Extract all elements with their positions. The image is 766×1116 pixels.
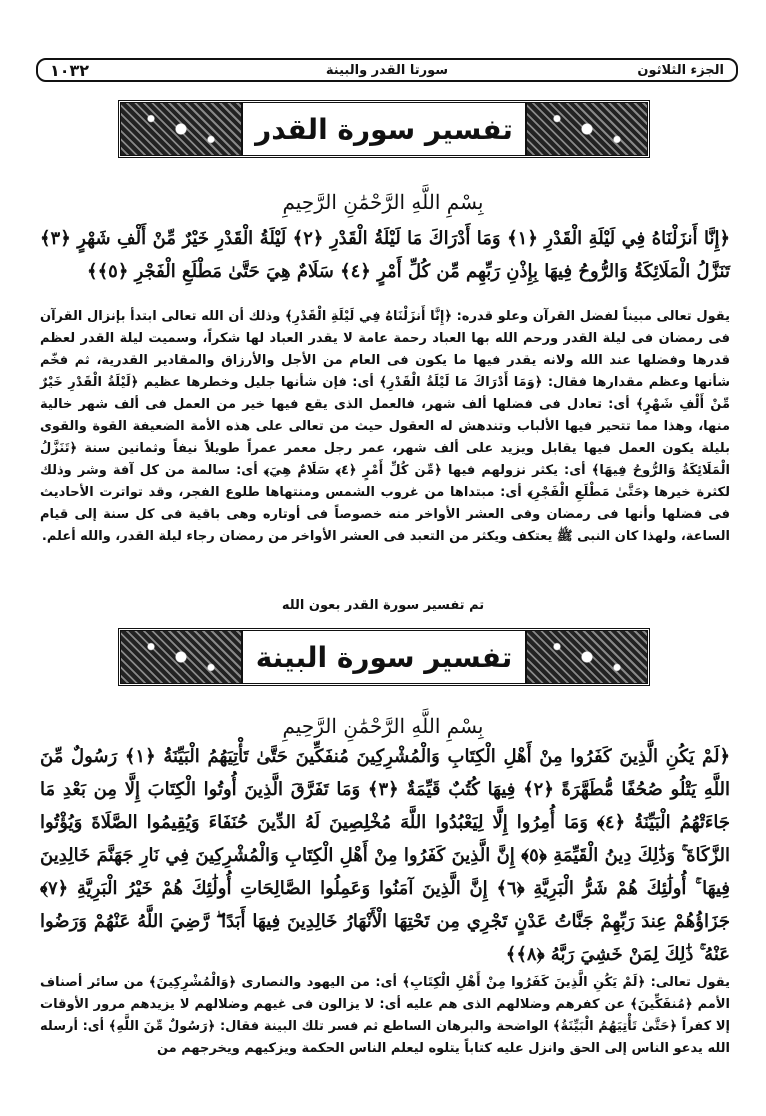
- ayat-block: ﴿إِنَّا أَنزَلْنَاهُ فِي لَيْلَةِ الْقَدْرِ ﴿١﴾ وَمَا أَدْرَاكَ مَا لَيْلَةُ الْقَدْرِ ﴿٢﴾ لَيْلَةُ الْقَدْرِ خَيْرٌ مِّنْ أَلْفِ شَهْرٍ ﴿٣﴾ تَنَزَّلُ الْمَلَائِكَةُ وَالرُّوحُ فِيهَا بِإِذْنِ رَبِّهِم مِّن كُلِّ أَمْرٍ ﴿٤﴾ سَلَامٌ هِيَ حَتَّىٰ مَطْلَعِ الْفَجْرِ ﴿٥﴾﴾: [40, 228, 730, 282]
- ornament-icon: [527, 103, 647, 155]
- end-note: تم تفسير سورة القدر بعون الله: [281, 598, 485, 613]
- basmala: بِسْمِ اللَّهِ الرَّحْمَٰنِ الرَّحِيمِ: [282, 714, 484, 738]
- surah-banner-bayyina: [118, 628, 650, 686]
- running-header: [36, 58, 738, 82]
- surah-names: سورتا القدر والبينة: [325, 62, 449, 78]
- surah-banner-qadr: [118, 100, 650, 158]
- tafsir-text: يقول تعالى مبيناً لفضل القرآن وعلو قدره: ﴿إِنَّا أَنزَلْنَاهُ فِي لَيْلَةِ الْقَدْرِ﴾ وذلك أن الله تعالى ابتدأ بإنزال القرآن فى رمضان فى ليلة القدر ورحم الله بها العباد رحمة عامة لا يقدر العباد لها شكراً، وسميت ليلة القدر لعظم قدرها وفضلها عند الله ولانه يقدر فيها ما يكون فى العام من الأجل والأرزاق والمقادير القدرية، ثم فخّم شأنها وعظم مقدارها فقال: ﴿وَمَا أَدْرَاكَ مَا لَيْلَةُ الْقَدْرِ﴾ أى: فإن شأنها جليل وخطرها عظيم ﴿لَيْلَةُ الْقَدْرِ خَيْرٌ مِّنْ أَلْفِ شَهْرٍ﴾ أى: تعادل فى فضلها ألف شهر، فالعمل الذى يقع فيها خير من العمل فى ألف شهر خالية منها، وهذا مما تتحير فيها الألباب وتندهش له العقول حيث من تعالى على هذه الأمة الضعيفة القوة والقوى بليلة يكون العمل فيها يقابل ويزيد على ألف شهر، عمر رجل معمر عمراً طويلاً نيفاً وثمانين سنة ﴿تَنَزَّلُ الْمَلَائِكَةُ وَالرُّوحُ فِيهَا﴾ أى: يكثر نزولهم فيها ﴿مِّن كُلِّ أَمْرٍ ﴿٤﴾ سَلَامٌ هِيَ﴾ أى: سالمة من كل آفة وشر وذلك لكثرة خيرها ﴿حَتَّىٰ مَطْلَعِ الْفَجْرِ﴾ أى: مبتداها من غروب الشمس ومنتهاها طلوع الفجر، وقد تواترت الأحاديث فى فضلها وأنها فى رمضان وفى العشر الأواخر منه خصوصاً فى أوتاره وهى باقية فى كل سنة إلى قيام الساعة، ولهذا كان النبى ﷺ يعتكف ويكثر من التعبد فى العشر الأواخر من رمضان رجاء ليلة القدر، والله أعلم.: [40, 309, 730, 544]
- ornament-icon: [527, 631, 647, 683]
- ornament-icon: [121, 631, 241, 683]
- surah-title: تفسير سورة القدر: [241, 103, 527, 155]
- page-number: ١٠٣٢: [50, 60, 90, 80]
- ornament-icon: [121, 103, 241, 155]
- juz-label: الجزء الثلاثون: [637, 62, 724, 78]
- surah-title: تفسير سورة البينة: [241, 631, 527, 683]
- ayat-block: ﴿لَمْ يَكُنِ الَّذِينَ كَفَرُوا مِنْ أَهْلِ الْكِتَابِ وَالْمُشْرِكِينَ مُنفَكِّينَ حَتَّىٰ تَأْتِيَهُمُ الْبَيِّنَةُ ﴿١﴾ رَسُولٌ مِّنَ اللَّهِ يَتْلُو صُحُفًا مُّطَهَّرَةً ﴿٢﴾ فِيهَا كُتُبٌ قَيِّمَةٌ ﴿٣﴾ وَمَا تَفَرَّقَ الَّذِينَ أُوتُوا الْكِتَابَ إِلَّا مِن بَعْدِ مَا جَاءَتْهُمُ الْبَيِّنَةُ ﴿٤﴾ وَمَا أُمِرُوا إِلَّا لِيَعْبُدُوا اللَّهَ مُخْلِصِينَ لَهُ الدِّينَ حُنَفَاءَ وَيُقِيمُوا الصَّلَاةَ وَيُؤْتُوا الزَّكَاةَ ۚ وَذَٰلِكَ دِينُ الْقَيِّمَةِ ﴿٥﴾ إِنَّ الَّذِينَ كَفَرُوا مِنْ أَهْلِ الْكِتَابِ وَالْمُشْرِكِينَ فِي نَارِ جَهَنَّمَ خَالِدِينَ فِيهَا ۚ أُولَٰئِكَ هُمْ شَرُّ الْبَرِيَّةِ ﴿٦﴾ إِنَّ الَّذِينَ آمَنُوا وَعَمِلُوا الصَّالِحَاتِ أُولَٰئِكَ هُمْ خَيْرُ الْبَرِيَّةِ ﴿٧﴾ جَزَاؤُهُمْ عِندَ رَبِّهِمْ جَنَّاتُ عَدْنٍ تَجْرِي مِن تَحْتِهَا الْأَنْهَارُ خَالِدِينَ فِيهَا أَبَدًا ۖ رَّضِيَ اللَّهُ عَنْهُمْ وَرَضُوا عَنْهُ ۚ ذَٰلِكَ لِمَنْ خَشِيَ رَبَّهُ ﴿٨﴾﴾: [40, 746, 731, 965]
- tafsir-text: يقول تعالى: ﴿لَمْ يَكُنِ الَّذِينَ كَفَرُوا مِنْ أَهْلِ الْكِتَابِ﴾ أى: من اليهود والنصارى ﴿وَالْمُشْرِكِينَ﴾ من سائر أصناف الأمم ﴿مُنفَكِّينَ﴾ عن كفرهم وضلالهم الذى هم عليه أى: لا يزالون فى غيهم وضلالهم لا يزيدهم مرور الأوقات إلا كفراً ﴿حَتَّىٰ تَأْتِيَهُمُ الْبَيِّنَةُ﴾ الواضحة والبرهان الساطع ثم فسر تلك البينة فقال: ﴿رَسُولٌ مِّنَ اللَّهِ﴾ أى: أرسله الله يدعو الناس إلى الحق وانزل عليه كتاباً يتلوه ليعلم الناس الحكمة ويزكيهم ويخرجهم من: [40, 975, 730, 1056]
- basmala: بِسْمِ اللَّهِ الرَّحْمَٰنِ الرَّحِيمِ: [282, 190, 484, 214]
